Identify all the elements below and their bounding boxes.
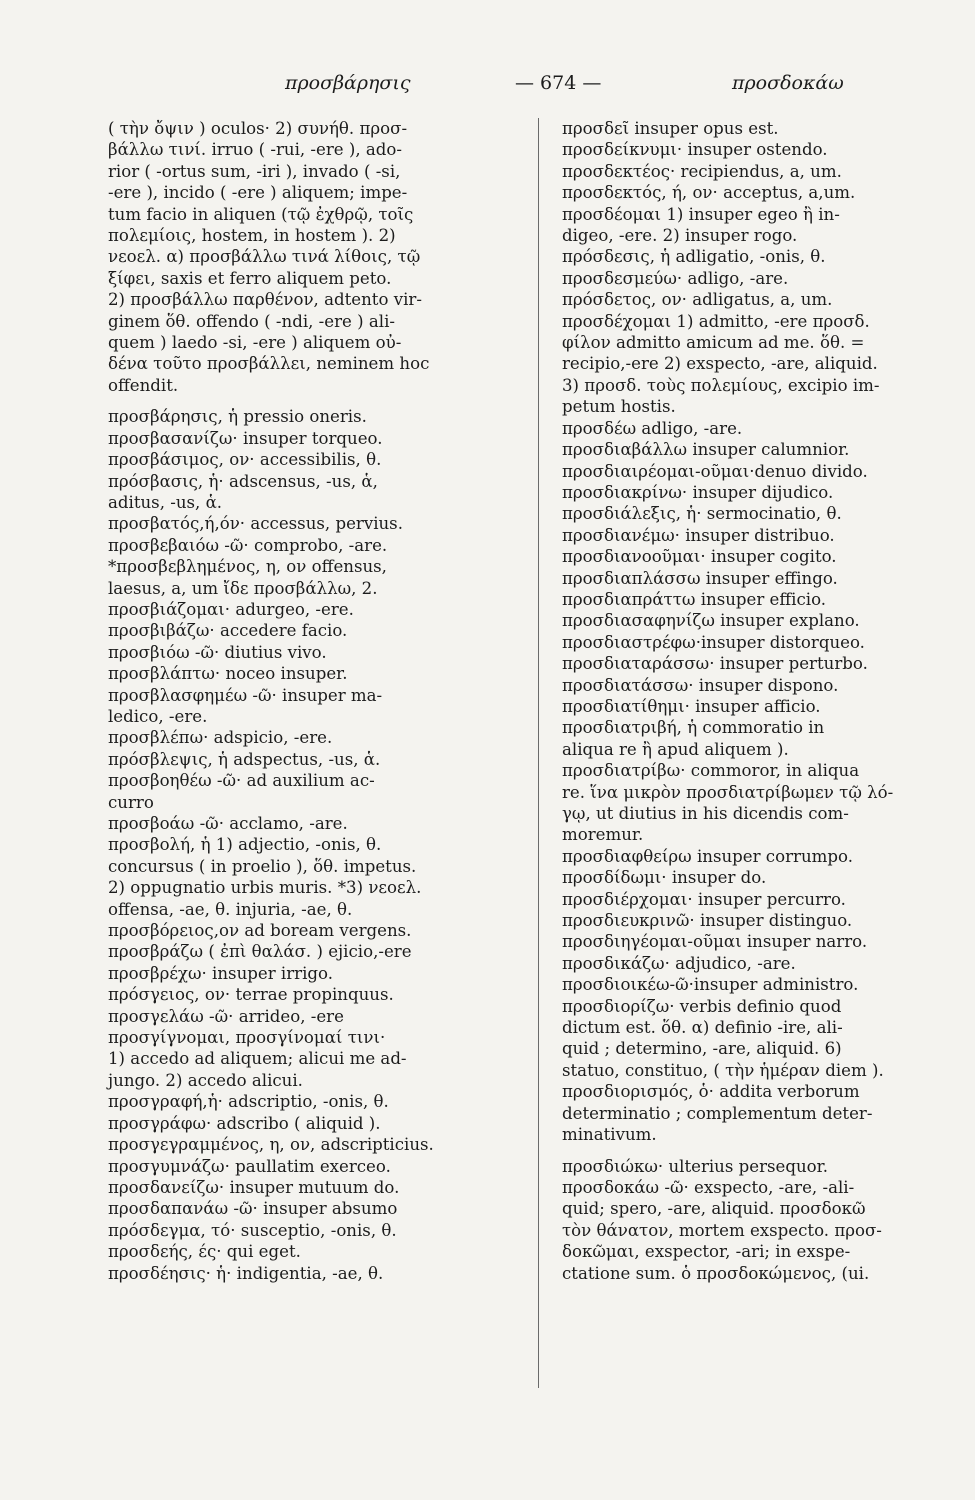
text-line: πρόσβλεψις, ἡ adspectus, -us, ἁ. xyxy=(108,749,381,769)
text-line: 1) accedo ad aliquem; alicui me ad- xyxy=(108,1049,407,1069)
text-line: προσδέχομαι 1) admitto, -ere προσδ. xyxy=(562,311,870,331)
text-line: προσδιευκρινῶ· insuper distinguo. xyxy=(562,911,853,931)
text-line: ( τὴν ὄψιν ) oculos· 2) συνήθ. προσ- xyxy=(108,119,408,138)
text-line: προσδιατριβή, ἡ commoratio in xyxy=(562,718,825,738)
text-line: προσδιανοοῦμαι· insuper cogito. xyxy=(562,547,837,567)
text-line: aliqua re ἢ apud aliquem ). xyxy=(562,739,789,759)
text-line: προσβασανίζω· insuper torqueo. xyxy=(108,428,383,448)
text-line: quid ; determino, -are, aliquid. 6) xyxy=(562,1039,842,1059)
text-line: προσδείκνυμι· insuper ostendo. xyxy=(562,140,828,160)
text-line: προσβλέπω· adspicio, -ere. xyxy=(108,728,333,748)
text-line: προσβοηθέω -ῶ· ad auxilium ac- xyxy=(108,771,375,791)
text-line: προσδικάζω· adjudico, -are. xyxy=(562,953,796,973)
text-line: πρόσδεγμα, τό· susceptio, -onis, θ. xyxy=(108,1220,397,1240)
text-line: 2) oppugnatio urbis muris. *3) νεοελ. xyxy=(108,878,422,898)
text-line: offendit. xyxy=(108,375,179,395)
text-line: ctatione sum. ὁ προσδοκώμενος, (ui. xyxy=(562,1263,870,1283)
text-line: rior ( -ortus sum, -iri ), invado ( -si, xyxy=(108,161,401,181)
column-divider xyxy=(538,118,539,1388)
text-line: concursus ( in proelio ), ὅθ. impetus. xyxy=(108,856,417,876)
text-line: moremur. xyxy=(562,825,644,845)
text-line: tum facio in aliquen (τῷ ἐχθρῷ, τοῖς xyxy=(108,204,414,224)
text-line: re. ἵνα μικρὸν προσδιατρίβωμεν τῷ λό- xyxy=(562,782,894,802)
text-line: quid; spero, -are, aliquid. προσδοκῶ xyxy=(562,1199,866,1219)
text-line: laesus, a, um ἴδε προσβάλλω, 2. xyxy=(108,578,378,598)
text-line: προσβλασφημέω -ῶ· insuper ma- xyxy=(108,685,383,705)
text-line: προσβάρησις, ἡ pressio oneris. xyxy=(108,407,367,427)
text-line: προσδιασαφηνίζω insuper explano. xyxy=(562,611,860,631)
text-line: προσβάσιμος, ον· accessibilis, θ. xyxy=(108,450,382,470)
text-line: προσγυμνάζω· paullatim exerceo. xyxy=(108,1156,391,1176)
text-line: προσδέομαι 1) insuper egeo ἢ in- xyxy=(562,204,840,224)
text-line: προσδεκτός, ή, ον· acceptus, a,um. xyxy=(562,183,856,203)
text-line: νεοελ. α) προσβάλλω τινά λίθοις, τῷ xyxy=(108,247,421,267)
text-line: curro xyxy=(108,792,154,812)
text-line: minativum. xyxy=(562,1125,657,1145)
text-line: petum hostis. xyxy=(562,397,676,417)
text-line: statuo, constituo, ( τὴν ἡμέραν diem ). xyxy=(562,1060,884,1080)
text-line: γῳ, ut diutius in his dicendis com- xyxy=(562,804,849,823)
text-line: quem ) laedo -si, -ere ) aliquem οὐ- xyxy=(108,333,402,353)
text-line: προσδιακρίνω· insuper dijudico. xyxy=(562,482,834,502)
text-line: προσδιατίθημι· insuper afficio. xyxy=(562,696,821,716)
text-line: προσβόρειος,ον ad boream vergens. xyxy=(108,921,412,941)
text-line: προσδιέρχομαι· insuper percurro. xyxy=(562,889,846,909)
text-line: προσδιηγέομαι-οῦμαι insuper narro. xyxy=(562,932,868,952)
text-line: βάλλω τινί. irruo ( -rui, -ere ), ado- xyxy=(108,140,403,160)
text-line: πρόσδετος, ον· adligatus, a, um. xyxy=(562,290,833,310)
text-line: τὸν θάνατον, mortem exspecto. προσ- xyxy=(562,1220,882,1240)
text-line: προσδοκάω -ῶ· exspecto, -are, -ali- xyxy=(562,1177,855,1197)
text-line: πολεμίοις, hostem, in hostem ). 2) xyxy=(108,226,396,246)
text-line: προσβρέχω· insuper irrigo. xyxy=(108,963,333,983)
text-line: προσδεῖ insuper opus est. xyxy=(562,119,779,138)
text-line: προσδέησις· ἡ· indigentia, -ae, θ. xyxy=(108,1263,384,1283)
text-line: προσβλάπτω· noceo insuper. xyxy=(108,664,348,684)
text-line: προσδεής, ές· qui eget. xyxy=(108,1242,301,1262)
text-line: πρόσβασις, ἡ· adscensus, -us, ἁ, xyxy=(108,471,378,491)
text-line: offensa, -ae, θ. injuria, -ae, θ. xyxy=(108,899,353,919)
text-line: προσδέω adligo, -are. xyxy=(562,418,743,438)
text-line: *προσβεβλημένος, η, ον offensus, xyxy=(108,557,387,577)
text-line: 3) προσδ. τοὺς πολεμίους, excipio im- xyxy=(562,375,880,395)
text-line: προσδιανέμω· insuper distribuo. xyxy=(562,525,835,545)
text-line: dictum est. ὅθ. α) definio -ire, ali- xyxy=(562,1018,843,1038)
text-line: φίλον admitto amicum ad me. ὅθ. = xyxy=(562,333,865,353)
text-line: προσγραφή,ἡ· adscriptio, -onis, θ. xyxy=(108,1092,389,1112)
text-line: προσδιαπλάσσω insuper effingo. xyxy=(562,568,838,588)
text-line: digeo, -ere. 2) insuper rogo. xyxy=(562,226,798,246)
text-line: προσδιοικέω-ῶ·insuper administro. xyxy=(562,975,859,995)
text-line: determinatio ; complementum deter- xyxy=(562,1103,873,1123)
text-line: προσδιαβάλλω insuper calumnior. xyxy=(562,440,850,460)
text-line: προσγελάω -ῶ· arrideo, -ere xyxy=(108,1006,344,1026)
text-line: -ere ), incido ( -ere ) aliquem; impe- xyxy=(108,183,408,203)
text-line: προσγεγραμμένος, η, ον, adscripticius. xyxy=(108,1135,434,1155)
text-line: προσβιάζομαι· adurgeo, -ere. xyxy=(108,599,354,619)
text-line: aditus, -us, ἁ. xyxy=(108,492,223,512)
text-line: προσδιορίζω· verbis definio quod xyxy=(562,996,842,1016)
text-line: προσβοάω -ῶ· acclamo, -are. xyxy=(108,814,348,833)
text-line: προσδιάλεξις, ἡ· sermocinatio, θ. xyxy=(562,504,842,524)
text-line: προσδιατάσσω· insuper dispono. xyxy=(562,675,839,695)
text-line: ledico, -ere. xyxy=(108,706,208,726)
text-line: προσβολή, ἡ 1) adjectio, -onis, θ. xyxy=(108,835,382,855)
text-line: προσδαπανάω -ῶ· insuper absumo xyxy=(108,1199,398,1219)
text-line: προσβεβαιόω -ῶ· comprobo, -are. xyxy=(108,535,388,555)
text-line: προσβατός,ή,όν· accessus, pervius. xyxy=(108,514,403,534)
text-line: προσδιώκω· ulterius persequor. xyxy=(562,1156,829,1176)
text-line: προσδίδωμι· insuper do. xyxy=(562,868,767,888)
text-line: προσβιόω -ῶ· diutius vivo. xyxy=(108,642,327,662)
text-line: προσδανείζω· insuper mutuum do. xyxy=(108,1177,400,1197)
left-column xyxy=(108,118,528,1284)
text-line: προσδεσμεύω· adligo, -are. xyxy=(562,268,789,288)
text-line: προσδιαιρέομαι-οῦμαι·denuo divido. xyxy=(562,461,868,481)
text-line: ginem ὅθ. offendo ( -ndi, -ere ) ali- xyxy=(108,311,395,331)
text-line: προσδιορισμός, ὁ· addita verborum xyxy=(562,1082,860,1102)
text-line: 2) προσβάλλω παρθένον, adtento vir- xyxy=(108,290,422,310)
text-line: προσγίγνομαι, προσγίνομαί τινι· xyxy=(108,1028,386,1048)
text-line: δένα τοῦτο προσβάλλει, neminem hoc xyxy=(108,354,430,374)
text-line: recipio,-ere 2) exspecto, -are, aliquid. xyxy=(562,354,878,374)
text-line: προσδιαπράττω insuper efficio. xyxy=(562,589,827,609)
text-line: πρόσγειος, ον· terrae propinquus. xyxy=(108,985,394,1005)
text-line: προσβράζω ( ἐπὶ θαλάσ. ) ejicio,-ere xyxy=(108,942,412,962)
text-line: προσδιαφθείρω insuper corrumpo. xyxy=(562,846,853,866)
header-right-guideword: προσδοκάω xyxy=(732,72,844,94)
text-line: jungo. 2) accedo alicui. xyxy=(108,1070,303,1090)
text-line: προσγράφω· adscribo ( aliquid ). xyxy=(108,1113,381,1133)
text-line: πρόσδεσις, ἡ adligatio, -onis, θ. xyxy=(562,247,826,267)
text-line: προσδιαταράσσω· insuper perturbo. xyxy=(562,654,868,674)
text-line: προσδιαστρέφω·insuper distorqueo. xyxy=(562,632,865,652)
text-line: προσδιατρίβω· commoror, in aliqua xyxy=(562,761,860,781)
text-line: προσδεκτέος· recipiendus, a, um. xyxy=(562,161,842,181)
text-line: ξίφει, saxis et ferro aliquem peto. xyxy=(108,268,392,288)
page-number: — 674 — xyxy=(515,72,602,94)
right-column xyxy=(562,118,922,1284)
header-left-guideword: προσβάρησις xyxy=(285,72,411,94)
text-line: δοκῶμαι, exspector, -ari; in exspe- xyxy=(562,1242,851,1262)
text-line: προσβιβάζω· accedere facio. xyxy=(108,621,348,641)
page-header xyxy=(0,72,975,108)
